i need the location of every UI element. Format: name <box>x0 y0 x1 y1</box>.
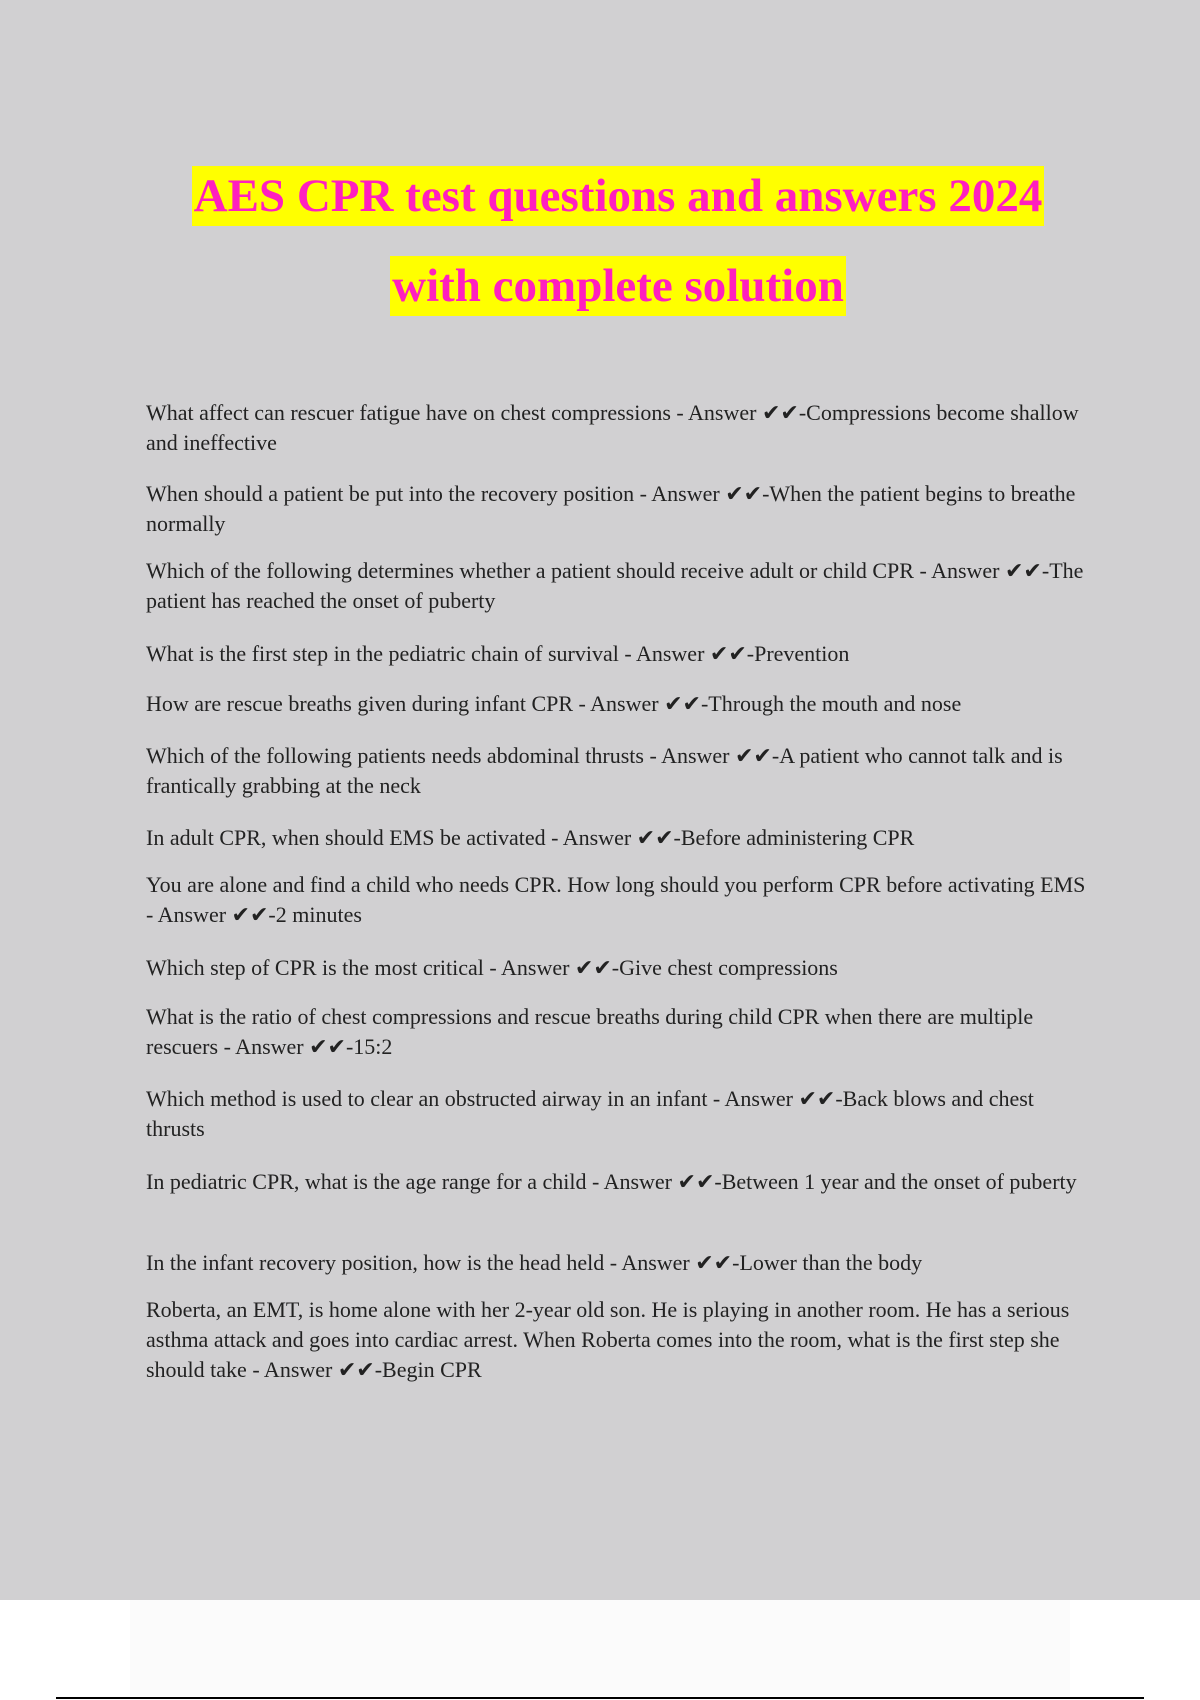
qa-item: Which of the following determines whether a patient should receive adult or child CPR - Answer ✔✔-The patient has reached the onset of puberty <box>146 558 1084 613</box>
title-line-2: with complete solution <box>390 256 846 316</box>
title-line-1: AES CPR test questions and answers 2024 <box>192 166 1045 226</box>
qa-item: You are alone and find a child who needs CPR. How long should you perform CPR before activating EMS - Answer ✔✔-2 minutes <box>146 872 1086 927</box>
qa-item: How are rescue breaths given during infant CPR - Answer ✔✔-Through the mouth and nose <box>146 691 962 716</box>
qa-item: In the infant recovery position, how is the head held - Answer ✔✔-Lower than the body <box>146 1250 923 1275</box>
footer-divider <box>56 1697 1144 1699</box>
footer-band <box>130 1600 1070 1696</box>
qa-item: Which of the following patients needs abdominal thrusts - Answer ✔✔-A patient who cannot talk and is frantically grabbing at the neck <box>146 743 1063 798</box>
qa-item: Which step of CPR is the most critical - Answer ✔✔-Give chest compressions <box>146 955 838 980</box>
qa-item: In pediatric CPR, what is the age range for a child - Answer ✔✔-Between 1 year and the onset of puberty <box>146 1169 1077 1194</box>
qa-item: What is the ratio of chest compressions and rescue breaths during child CPR when there are multiple rescuers - Answer ✔✔-15:2 <box>146 1004 1034 1059</box>
qa-item: What is the first step in the pediatric chain of survival - Answer ✔✔-Prevention <box>146 641 850 666</box>
qa-item: In adult CPR, when should EMS be activated - Answer ✔✔-Before administering CPR <box>146 825 915 850</box>
document-title <box>0 166 1200 316</box>
qa-item: Which method is used to clear an obstructed airway in an infant - Answer ✔✔-Back blows and chest thrusts <box>146 1086 1034 1141</box>
qa-item: Roberta, an EMT, is home alone with her 2-year old son. He is playing in another room. He has a serious asthma attack and goes into cardiac arrest. When Roberta comes into the room, what is the first step she should take - Answer ✔✔-Begin CPR <box>146 1297 1070 1382</box>
qa-item: When should a patient be put into the recovery position - Answer ✔✔-When the patient begins to breathe normally <box>146 481 1076 536</box>
qa-item: What affect can rescuer fatigue have on chest compressions - Answer ✔✔-Compressions become shallow and ineffective <box>146 400 1079 455</box>
